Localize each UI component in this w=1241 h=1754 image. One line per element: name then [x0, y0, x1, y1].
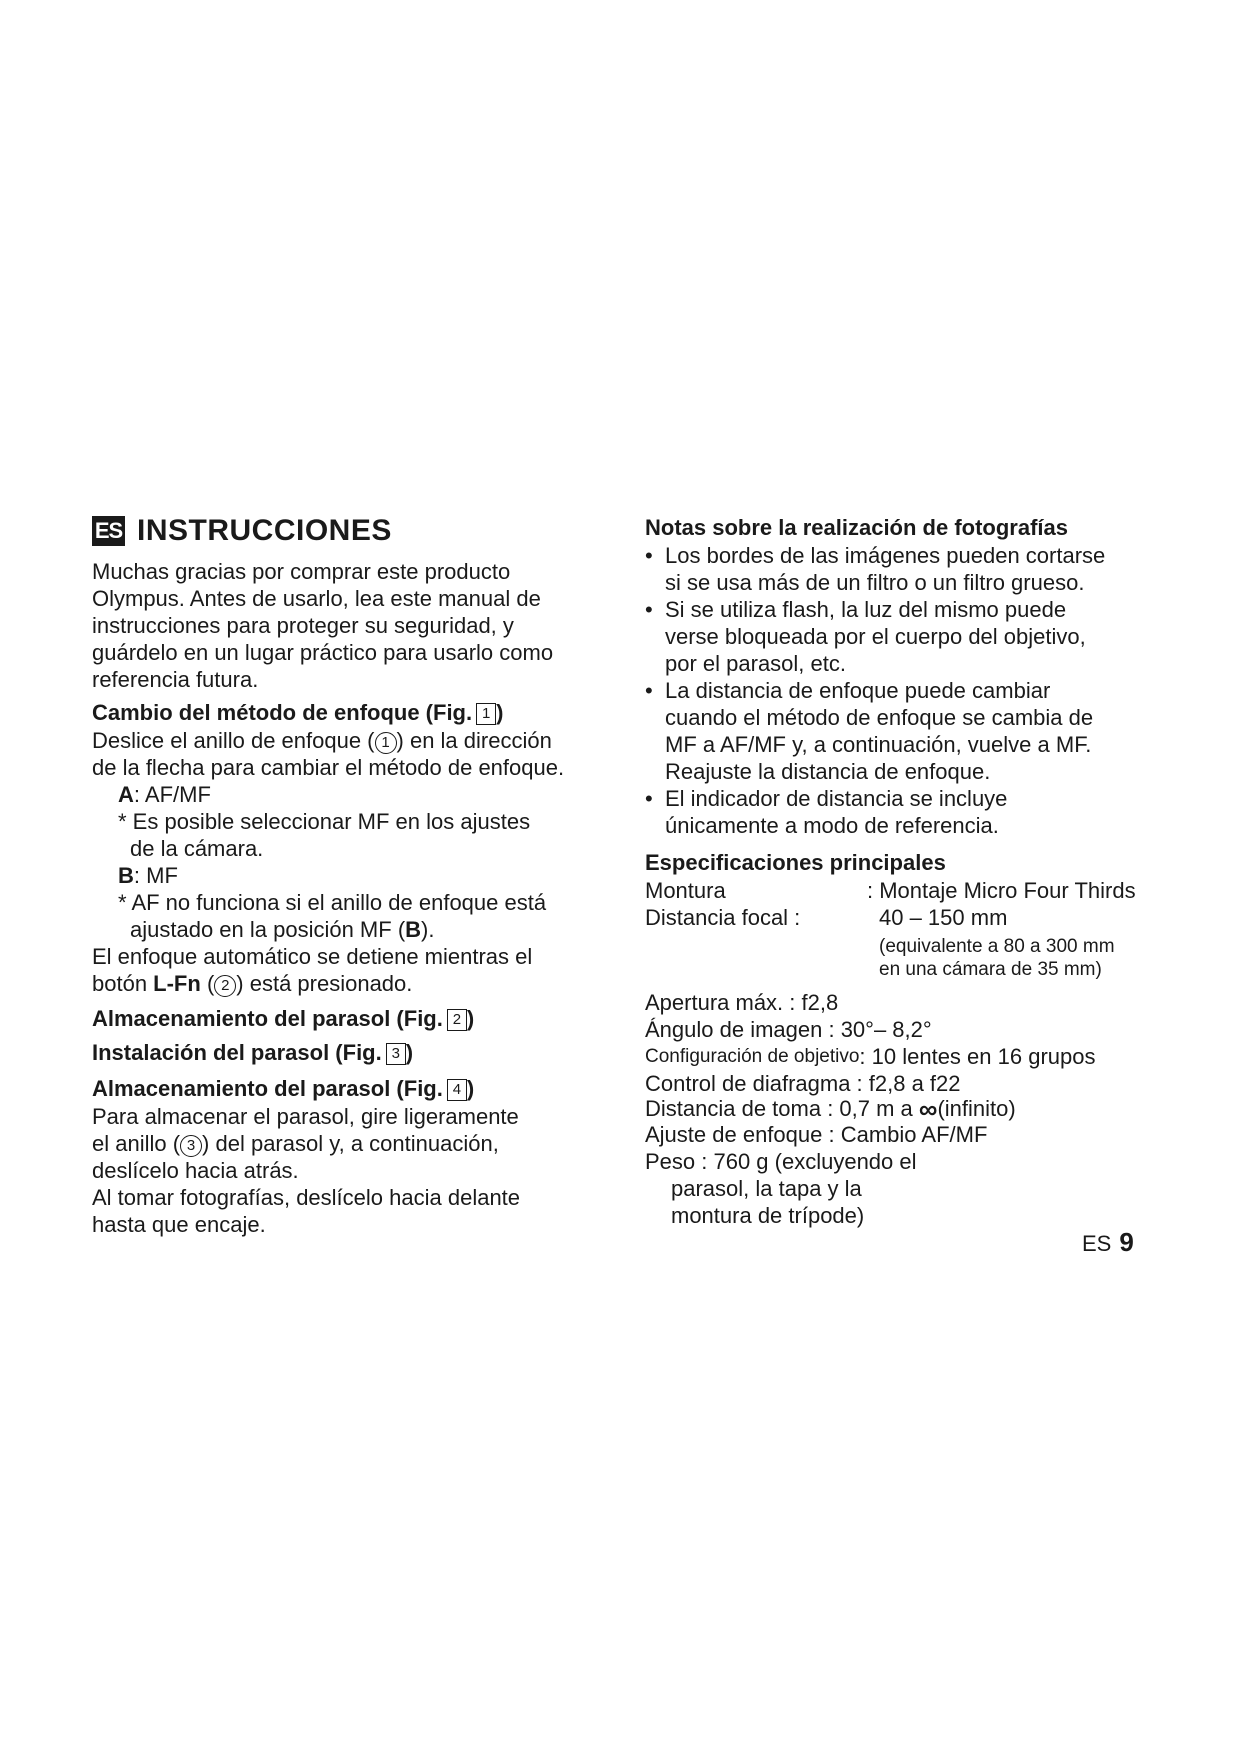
spec-label: Montura — [645, 878, 726, 903]
text-bold: B — [405, 917, 422, 942]
intro-line: referencia futura. — [92, 667, 259, 692]
figure-number-icon: 4 — [447, 1079, 467, 1101]
spec-aperture: Apertura máx. : f2,8 — [645, 990, 839, 1015]
body-line: El enfoque automático se detiene mientras el — [92, 944, 533, 969]
page-lang: ES — [1082, 1231, 1112, 1256]
mode-a — [92, 781, 612, 808]
intro-line: Muchas gracias por comprar este producto — [92, 559, 511, 584]
body-line — [92, 970, 612, 997]
list-item-line: verse bloqueada por el cuerpo del objetivo, — [665, 624, 1086, 649]
hood-storage-text — [92, 1103, 612, 1238]
body-line: Para almacenar el parasol, gire ligeramente — [92, 1104, 519, 1129]
mode-b-value: : MF — [133, 863, 178, 888]
list-item — [645, 542, 1165, 596]
intro-paragraph — [92, 558, 612, 693]
text: ) en la dirección — [396, 728, 552, 753]
infinity-icon: ∞ — [918, 1094, 938, 1124]
spec-focus-adjust: Ajuste de enfoque : Cambio AF/MF — [645, 1122, 988, 1147]
heading-text: Almacenamiento del parasol (Fig. — [92, 1006, 443, 1031]
heading-close: ) — [405, 1040, 414, 1065]
mode-b-note — [92, 916, 612, 943]
spec-angle: Ángulo de imagen : 30°– 8,2° — [645, 1017, 932, 1042]
spec-distance — [645, 1094, 1165, 1124]
list-item-line: • Si se utiliza flash, la luz del mismo puede — [665, 597, 1067, 622]
mode-b-note: * AF no funciona si el anillo de enfoque está — [118, 890, 547, 915]
spec-focal — [645, 904, 1165, 931]
mode-a-value: : AF/MF — [133, 782, 211, 807]
list-item-line: • Los bordes de las imágenes pueden cortarse — [665, 543, 1106, 568]
text: ). — [421, 917, 435, 942]
spec-text: Distancia de toma : 0,7 m a — [645, 1096, 913, 1121]
body-line: de la flecha para cambiar el método de enfoque. — [92, 755, 565, 780]
text: ajustado en la posición MF ( — [130, 917, 406, 942]
focus-method-heading — [92, 699, 612, 727]
left-column — [92, 508, 612, 1238]
spec-text: (infinito) — [937, 1096, 1016, 1121]
body-line: Al tomar fotografías, deslícelo hacia delante — [92, 1185, 521, 1210]
right-column — [645, 514, 1165, 1229]
figure-number-icon: 1 — [476, 703, 496, 725]
text: ) del parasol y, a continuación, — [202, 1131, 499, 1156]
circled-number-icon: 1 — [375, 732, 397, 754]
spec-mount — [645, 877, 1165, 904]
list-item-line: Reajuste la distancia de enfoque. — [665, 759, 991, 784]
intro-line: Olympus. Antes de usarlo, lea este manual de — [92, 586, 541, 611]
page-title: INSTRUCCIONES — [137, 514, 392, 547]
text: el anillo ( — [92, 1131, 181, 1156]
list-item-line: únicamente a modo de referencia. — [665, 813, 999, 838]
notes-list — [645, 542, 1165, 839]
spec-focal-note: en una cámara de 35 mm) — [879, 959, 1102, 980]
body-line — [92, 727, 612, 754]
list-item-line: MF a AF/MF y, a continuación, vuelve a MF. — [665, 732, 1092, 757]
heading-text: Cambio del método de enfoque (Fig. — [92, 700, 473, 725]
mode-b — [92, 862, 612, 889]
language-badge-icon: ES — [92, 516, 125, 546]
heading-text: Almacenamiento del parasol (Fig. — [92, 1076, 443, 1101]
page-number — [1082, 1227, 1134, 1258]
notes-heading: Notas sobre la realización de fotografías — [645, 515, 1069, 540]
mode-a-note: * Es posible seleccionar MF en los ajustes — [118, 809, 531, 834]
spec-weight-cont: parasol, la tapa y la — [671, 1176, 862, 1201]
list-item — [645, 785, 1165, 839]
mode-a-label: A — [118, 782, 134, 807]
spec-value: : 10 lentes en 16 grupos — [859, 1044, 1096, 1069]
page-number-value: 9 — [1119, 1227, 1134, 1257]
circled-number-icon: 3 — [180, 1135, 202, 1157]
spec-diaphragm: Control de diafragma : f2,8 a f22 — [645, 1071, 961, 1096]
spec-value: 40 – 150 mm — [879, 905, 1008, 930]
body-line: hasta que encaje. — [92, 1212, 266, 1237]
heading-close: ) — [466, 1076, 475, 1101]
heading-text: Instalación del parasol (Fig. — [92, 1040, 382, 1065]
list-item-line: si se usa más de un filtro o un filtro grueso. — [665, 570, 1085, 595]
list-item — [645, 677, 1165, 785]
heading-close: ) — [466, 1006, 475, 1031]
spec-label: Distancia focal : — [645, 905, 801, 930]
list-item-line: • El indicador de distancia se incluye — [665, 786, 1008, 811]
figure-number-icon: 2 — [447, 1009, 467, 1031]
specs-heading: Especificaciones principales — [645, 850, 946, 875]
list-item — [645, 596, 1165, 677]
intro-line: guárdelo en un lugar práctico para usarlo como — [92, 640, 554, 665]
hood-storage-2-heading — [92, 1075, 612, 1103]
list-item-line: por el parasol, etc. — [665, 651, 846, 676]
hood-install-heading — [92, 1039, 612, 1067]
list-item-line: cuando el método de enfoque se cambia de — [665, 705, 1094, 730]
circled-number-icon: 2 — [214, 975, 236, 997]
mode-b-label: B — [118, 863, 134, 888]
text: Deslice el anillo de enfoque ( — [92, 728, 375, 753]
heading-close: ) — [496, 700, 504, 725]
list-item-line: • La distancia de enfoque puede cambiar — [665, 678, 1051, 703]
text: botón — [92, 971, 154, 996]
lfn-button-label: L-Fn — [153, 971, 201, 996]
spec-value: : Montaje Micro Four Thirds — [867, 878, 1136, 903]
body-line — [92, 1130, 612, 1157]
spec-weight: Peso : 760 g (excluyendo el — [645, 1149, 917, 1174]
intro-line: instrucciones para proteger su seguridad, y — [92, 613, 514, 638]
spec-config — [645, 1043, 1165, 1070]
spec-label: Configuración de objetivo — [645, 1046, 860, 1067]
spec-weight-cont: montura de trípode) — [671, 1203, 865, 1228]
text: ) está presionado. — [236, 971, 413, 996]
body-line: deslícelo hacia atrás. — [92, 1158, 299, 1183]
focus-method-text — [92, 727, 612, 997]
figure-number-icon: 3 — [386, 1043, 406, 1065]
spec-focal-note: (equivalente a 80 a 300 mm — [879, 936, 1115, 957]
text: ( — [200, 971, 215, 996]
mode-a-note: de la cámara. — [130, 836, 264, 861]
title-row — [92, 508, 612, 554]
hood-storage-heading — [92, 1005, 612, 1033]
